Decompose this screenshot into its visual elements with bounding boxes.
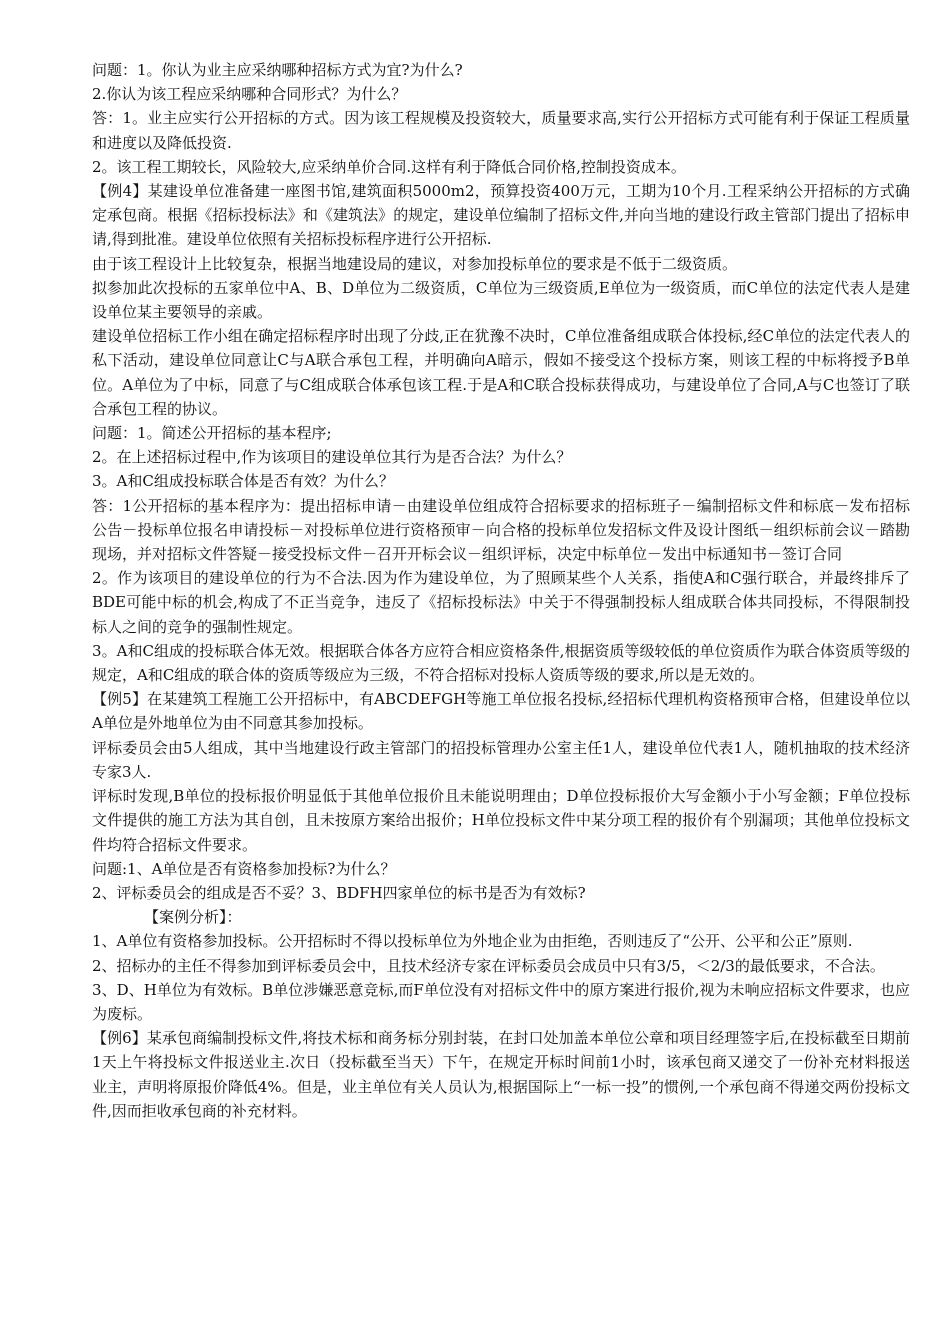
case-analysis-heading: 【案例分析】： xyxy=(144,908,242,927)
analysis-paragraph: 1、A单位有资格参加投标。公开招标时不得以投标单位为外地企业为由拒绝，否则违反了“公开、公平和公正”原则. xyxy=(92,932,853,951)
example-4-paragraph: 【例4】某建设单位准备建一座图书馆,建筑面积5000m2，预算投资400万元，工期为10个月.工程采纳公开招标的方式确定承包商。根据《招标投标法》和《建筑法》的规定，建设单位编制了招标文件,并向当地的建设行政主管部门提出了招标申请,得到批准。建设单位依照有关招标投标程序进行公开招标. xyxy=(92,182,910,249)
body-paragraph: 评标委员会由5人组成，其中当地建设行政主管部门的招投标管理办公室主任1人，建设单位代表1人，随机抽取的技术经济专家3人. xyxy=(92,738,910,781)
analysis-paragraph: 2、招标办的主任不得参加到评标委员会中，且技术经济专家在评标委员会成员中只有3/5，＜2/3的最低要求，不合法。 xyxy=(92,956,885,975)
question-line: 2.你认为该工程应采纳哪种合同形式？为什么？ xyxy=(92,85,407,104)
question-line: 2。在上述招标过程中,作为该项目的建设单位其行为是否合法？为什么？ xyxy=(92,448,572,467)
body-paragraph: 建设单位招标工作小组在确定招标程序时出现了分歧,正在犹豫不决时，C单位准备组成联合体投标,经C单位的法定代表人的私下活动，建设单位同意让C与A联合承包工程，并明确向A暗示，假如不接受这个投标方案，则该工程的中标将授予B单位。A单位为了中标，同意了与C组成联合体承包该工程.于是A和C联合投标获得成功，与建设单位了合同,A与C也签订了联合承包工程的协议。 xyxy=(92,327,910,418)
answer-paragraph: 3。A和C组成的投标联合体无效。根据联合体各方应符合相应资格条件,根据资质等级较低的单位资质作为联合体资质等级的规定，A和C组成的联合体的资质等级应为三级，不符合招标对投标人资质等级的要求,所以是无效的。 xyxy=(92,641,910,685)
example-5-paragraph: 【例5】在某建筑工程施工公开招标中，有ABCDEFGH等施工单位报名投标,经招标代理机构资格预审合格，但建设单位以A单位是外地单位为由不同意其参加投标。 xyxy=(92,690,910,733)
body-paragraph: 由于该工程设计上比较复杂，根据当地建设局的建议，对参加投标单位的要求是不低于二级资质。 xyxy=(92,254,738,273)
question-line: 问题:1、A单位是否有资格参加投标?为什么？ xyxy=(92,859,396,878)
answer-paragraph: 2。该工程工期较长，风险较大,应采纳单价合同.这样有利于降低合同价格,控制投资成本。 xyxy=(92,157,686,176)
example-6-paragraph: 【例6】某承包商编制投标文件,将技术标和商务标分别封装，在封口处加盖本单位公章和项目经理签字后,在投标截至日期前1天上午将投标文件报送业主.次日（投标截至当天）下午，在规定开标时间前1小时，该承包商又递交了一份补充材料报送业主，声明将原报价降低4%。但是，业主单位有关人员认为,根据国际上“一标一投”的惯例,一个承包商不得递交两份投标文件,因而拒收承包商的补充材料。 xyxy=(92,1029,910,1120)
question-line: 2、评标委员会的组成是否不妥？3、BDFH四家单位的标书是否为有效标? xyxy=(92,883,586,902)
answer-paragraph: 2。作为该项目的建设单位的行为不合法.因为作为建设单位，为了照顾某些个人关系，指使A和C强行联合，并最终排斥了BDE可能中标的机会,构成了不正当竞争，违反了《招标投标法》中关于不得强制投标人组成联合体共同投标，不得限制投标人之间的竞争的强制性规定。 xyxy=(92,569,910,636)
body-paragraph: 评标时发现,B单位的投标报价明显低于其他单位报价且未能说明理由；D单位投标报价大写金额小于小写金额；F单位投标文件提供的施工方法为其自创，且未按原方案给出报价；H单位投标文件中某分项工程的报价有个别漏项；其他单位投标文件均符合招标文件要求。 xyxy=(92,787,910,854)
body-paragraph: 拟参加此次投标的五家单位中A、B、D单位为二级资质，C单位为三级资质,E单位为一级资质，而C单位的法定代表人是建设单位某主要领导的亲戚。 xyxy=(92,278,910,322)
answer-paragraph: 答：1公开招标的基本程序为：提出招标申请－由建设单位组成符合招标要求的招标班子－编制招标文件和标底－发布招标公告－投标单位报名申请投标－对投标单位进行资格预审－向合格的投标单位发招标文件及设计图纸－组织标前会议－踏勘现场，并对招标文件答疑－接受投标文件－召开开标会议－组织评标，决定中标单位－发出中标通知书－签订合同 xyxy=(92,496,910,564)
question-line: 3。A和C组成投标联合体是否有效？为什么？ xyxy=(92,472,394,491)
question-line: 问题：1。你认为业主应采纳哪种招标方式为宜?为什么? xyxy=(92,61,463,79)
question-line: 问题：1。简述公开招标的基本程序; xyxy=(92,424,332,443)
answer-paragraph: 答：1。业主应实行公开招标的方式。因为该工程规模及投资较大，质量要求高,实行公开招标方式可能有利于保证工程质量和进度以及降低投资. xyxy=(92,109,910,152)
document-page xyxy=(92,58,910,1123)
analysis-paragraph: 3、D、H单位为有效标。B单位涉嫌恶意竞标,而F单位没有对招标文件中的原方案进行报价,视为未响应招标文件要求，也应为废标。 xyxy=(92,980,910,1023)
